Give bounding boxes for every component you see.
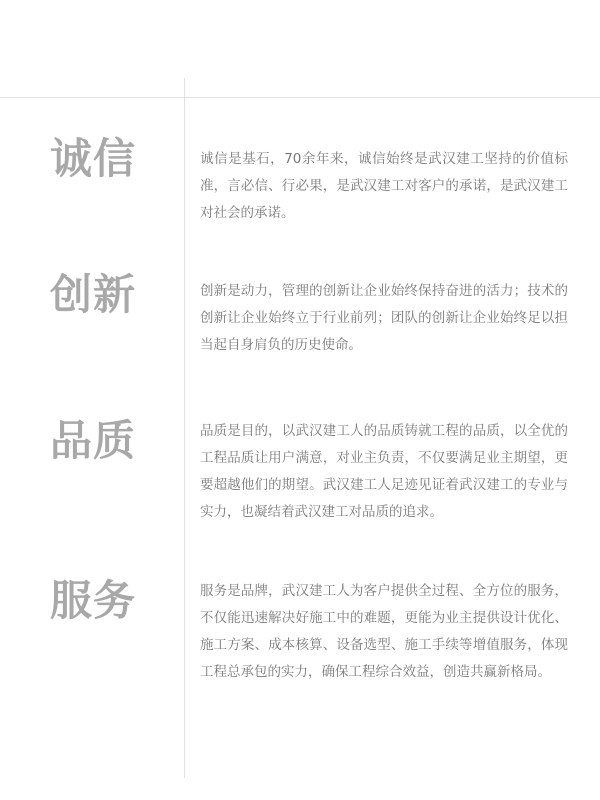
- section-body-service: 服务是品牌，武汉建工人为客户提供全过程、全方位的服务，不仅能迅速解决好施工中的难题，更能为业主提供设计优化、施工方案、成本核算、设备选型、施工手续等增值服务，体现工程总承包的实力，确保工程综合效益，创造共赢新格局。: [200, 583, 568, 680]
- value-section: [0, 390, 600, 550]
- value-sections: [0, 118, 600, 700]
- section-body-innovation: 创新是动力，管理的创新让企业始终保持奋进的活力；技术的创新让企业始终立于行业前列；团队的创新让企业始终足以担当起自身肩负的历史使命。: [200, 283, 568, 353]
- section-body-quality: 品质是目的，以武汉建工人的品质铸就工程的品质，以全优的工程品质让用户满意，对业主负责，不仅要满足业主期望，更要超越他们的期望。武汉建工人足迹见证着武汉建工的专业与实力，也凝结着武汉建工对品质的追求。: [200, 423, 568, 520]
- top-divider: [0, 97, 600, 98]
- value-section: [0, 550, 600, 700]
- section-title-integrity: 诚信: [50, 134, 137, 183]
- value-section: [0, 118, 600, 250]
- section-title-quality: 品质: [50, 416, 137, 465]
- value-section: [0, 250, 600, 390]
- section-title-innovation: 创新: [50, 270, 137, 319]
- section-title-service: 服务: [50, 576, 137, 625]
- section-body-integrity: 诚信是基石，70余年来，诚信始终是武汉建工坚持的价值标准，言必信、行必果，是武汉建工对客户的承诺，是武汉建工对社会的承诺。: [200, 151, 568, 221]
